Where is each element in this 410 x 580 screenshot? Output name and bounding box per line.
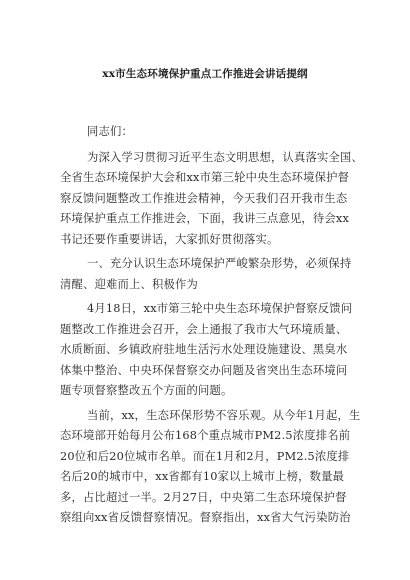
document-title: xx市生态环境保护重点工作推进会讲话提纲	[102, 68, 308, 80]
section-heading-line: 清醒、迎难而上、积极作为	[60, 277, 198, 291]
paragraph-line: 当前，xx，生态环保形势不容乐观。从今年1月起，生	[87, 408, 361, 422]
paragraph-line: 态环境部开始每月公布168个重点城市PM2.5浓度排名前	[60, 429, 351, 442]
paragraph-line: 4月18日，xx市第三轮中央生态环境保护督察反馈问	[87, 302, 353, 315]
intro-line: 书记还要作重要讲话，大家抓好贯彻落实。	[60, 232, 279, 246]
paragraph-line: 察组向xx省反馈督察情况。督察指出，xx省大气污染防治	[60, 511, 351, 524]
section-heading-line: 一、充分认识生态环境保护严峻繁杂形势，必须保持	[87, 257, 352, 270]
paragraph-line: 名后20的城市中，xx省都有10家以上城市上榜，数量最	[60, 470, 345, 483]
intro-line: 全省生态环境保护大会和xx市第三轮中央生态环境保护督	[60, 171, 350, 184]
intro-line: 察反馈问题整改工作推进会精神，今天我们召开我市生态	[60, 191, 348, 205]
paragraph-line: 体集中整治、中央环保督察交办问题及省突出生态环境问	[60, 363, 348, 377]
document-body	[60, 122, 363, 529]
intro-line: 为深入学习贯彻习近平生态文明思想，认真落实全国、	[87, 150, 363, 164]
intro-line: 环境保护重点工作推进会，下面，我讲三点意见，待会xx	[60, 212, 350, 225]
paragraph-line: 题专项督察整改五个方面的问题。	[60, 384, 233, 397]
paragraph-line: 题整改工作推进会召开，会上通报了我市大气环境质量、	[60, 322, 348, 336]
salutation: 同志们：	[87, 125, 133, 138]
paragraph-line: 水质断面、乡镇政府驻地生活污水处理设施建设、黑臭水	[60, 343, 348, 356]
paragraph-line: 20位和后20位城市名单。而在1月和2月，PM2.5浓度排	[60, 449, 350, 463]
paragraph-line: 多，占比超过一半。2月27日，中央第二生态环境保护督	[60, 490, 347, 504]
